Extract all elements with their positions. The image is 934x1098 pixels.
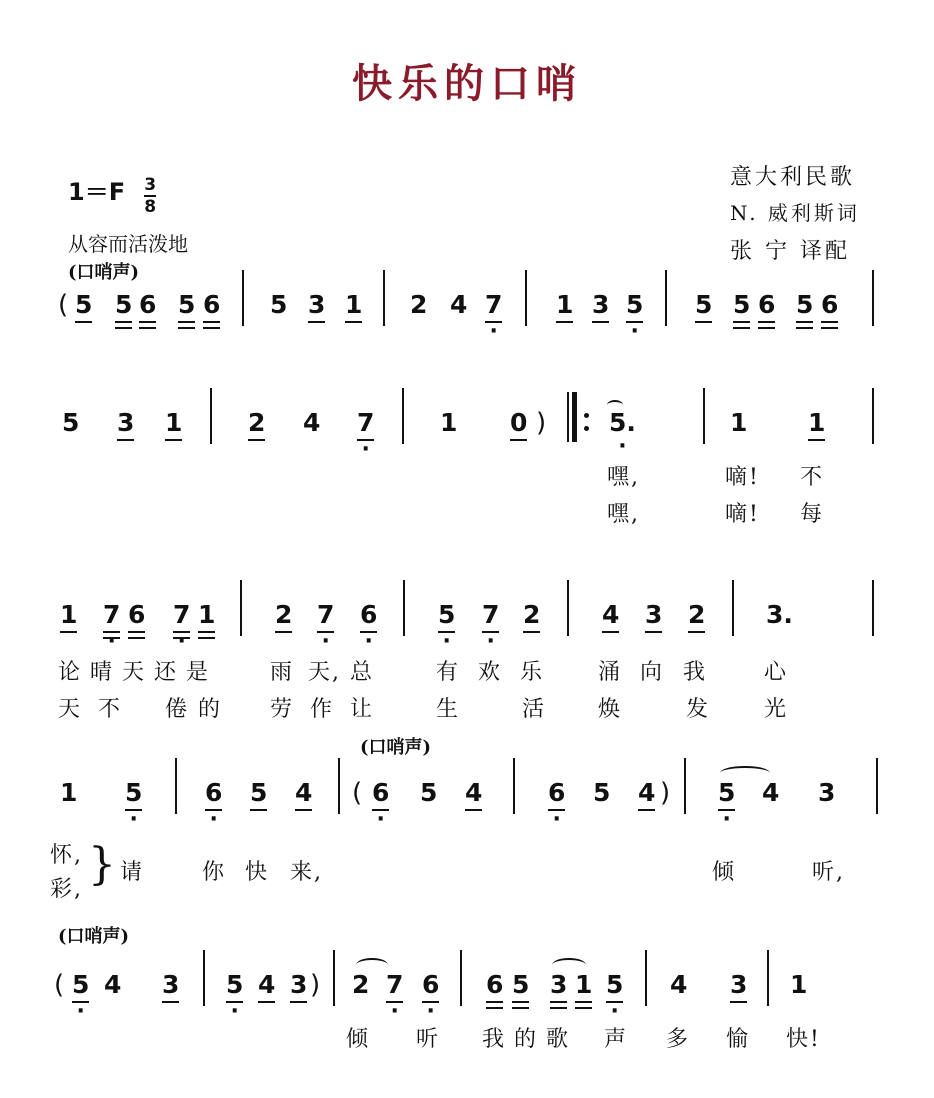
note: · 7 (103, 600, 120, 630)
key-signature (68, 172, 156, 216)
lyric: 心 (764, 660, 789, 685)
lyric: 向 (640, 660, 665, 685)
note: 3 (117, 408, 135, 437)
note: 1 (808, 408, 826, 437)
note: · 7 (317, 600, 334, 630)
lyric: 嘀! (725, 502, 760, 527)
lyric: 我 (482, 1027, 507, 1052)
lyric: 愉 (726, 1027, 751, 1052)
note: 1 (60, 778, 78, 807)
note: 4 (295, 778, 313, 807)
note: 1 (556, 290, 574, 319)
note: 4 (670, 970, 688, 999)
note: · 7 (482, 600, 499, 630)
note: 1 (730, 408, 748, 437)
lyric: 嘿, (607, 502, 640, 527)
note: 2 (275, 600, 293, 629)
lyric: 多 (666, 1027, 691, 1052)
lyric: 还 (154, 660, 179, 685)
lyric: 快 (245, 860, 270, 885)
note: 5 (75, 290, 93, 319)
close-paren: ) (536, 408, 547, 438)
note: · 5 (606, 970, 623, 1000)
staff-row-3 (0, 600, 934, 640)
note: 2 (248, 408, 266, 437)
lyric: 歌 (546, 1027, 571, 1052)
lyric: 倦 (165, 697, 190, 722)
staff-row-1 (0, 290, 934, 330)
credit-lyricist: N. 威利斯词 (730, 201, 860, 225)
lyric: 的 (198, 697, 223, 722)
lyric: 怀, (50, 843, 83, 868)
lyric-line (346, 1022, 866, 1052)
whistle-label-3: (口哨声) (58, 926, 130, 947)
whistle-label-1: (口哨声) (68, 262, 140, 283)
note: 3 (645, 600, 663, 629)
note: 3 (730, 970, 748, 999)
note: 3 (162, 970, 180, 999)
note: 5 (250, 778, 268, 807)
note: · 5 (438, 600, 455, 630)
open-paren: ( (58, 290, 69, 320)
lyric: 的 (514, 1027, 539, 1052)
note: 5 (115, 290, 133, 319)
note: 1 (60, 600, 78, 629)
lyric: 嘀! (725, 465, 760, 490)
note: 5 (420, 778, 438, 807)
note: 5 (512, 970, 530, 999)
lyric: 生 (436, 697, 461, 722)
note: 1 (198, 600, 216, 629)
lyric: 嘿, (607, 465, 640, 490)
open-paren: ( (54, 970, 65, 1000)
lyric: 听 (416, 1027, 441, 1052)
time-signature (144, 176, 156, 216)
note: 5 (733, 290, 751, 319)
close-paren: ) (660, 778, 671, 808)
note: 5 (796, 290, 814, 319)
lyric: 雨 (270, 660, 295, 685)
note: · 6 (422, 970, 439, 1000)
note: 1 (575, 970, 593, 999)
note: 4 (465, 778, 483, 807)
credit-source: 意大利民歌 (730, 165, 856, 190)
lyric: 活 (522, 697, 547, 722)
lyric: 有 (436, 660, 461, 685)
note: 6 (128, 600, 146, 629)
note: 6 (203, 290, 221, 319)
note: 2 (352, 970, 370, 999)
staff-row-2 (0, 408, 934, 448)
note: 4 (104, 970, 122, 999)
lyric-line (58, 655, 858, 685)
note: · 5 (226, 970, 243, 1000)
lyric: 焕 (598, 697, 623, 722)
note: 3 (308, 290, 326, 319)
lyric: 乐 (520, 660, 545, 685)
note: 4 (450, 290, 468, 319)
lyric: 声 (604, 1027, 629, 1052)
note: · 7 (386, 970, 403, 1000)
note: 4 (762, 778, 780, 807)
note: 3 (818, 778, 836, 807)
lyric: 你 (202, 860, 227, 885)
note: · 7 (485, 290, 502, 320)
note: · 6 (548, 778, 565, 808)
time-bottom: 8 (144, 196, 157, 217)
lyric: 请 (120, 860, 145, 885)
note: 2 (523, 600, 541, 629)
lyric: 倾 (712, 860, 737, 885)
open-paren: ( (352, 778, 363, 808)
lyric: 听, (812, 860, 845, 885)
note: 6 (758, 290, 776, 319)
note: 3 (290, 970, 308, 999)
key-label: 1＝F (68, 178, 126, 206)
note: 3 (550, 970, 568, 999)
note: 1 (345, 290, 363, 319)
lyric: 快! (786, 1027, 821, 1052)
lyric: 彩, (50, 877, 83, 902)
note: 2 (410, 290, 428, 319)
lyric: 每 (800, 502, 825, 527)
staff-row-4 (0, 778, 934, 818)
note: 3 (592, 290, 610, 319)
lyric: 总 (350, 660, 375, 685)
note: 0 (510, 408, 528, 437)
lyric: 论 (58, 660, 83, 685)
note: 5 (178, 290, 196, 319)
lyric: 光 (764, 697, 789, 722)
note: 4 (638, 778, 656, 807)
lyric: 天 (58, 697, 83, 722)
note: 3. (766, 600, 793, 629)
lyric: 让 (350, 697, 375, 722)
close-paren: ) (310, 970, 321, 1000)
lyric: 倾 (346, 1027, 371, 1052)
note: · 7 (173, 600, 190, 630)
note: · 5 (626, 290, 643, 320)
staff-row-5 (0, 970, 934, 1010)
note: 2 (688, 600, 706, 629)
note: 4 (258, 970, 276, 999)
note: · 5 (72, 970, 89, 1000)
lyric: 不 (800, 465, 825, 490)
brace-icon: } (88, 839, 116, 890)
time-top: 3 (144, 174, 157, 195)
note: 1 (165, 408, 183, 437)
song-title: 快乐的口哨 (352, 60, 582, 107)
note: · 6 (372, 778, 389, 808)
note: 5 (270, 290, 288, 319)
note: 5 (593, 778, 611, 807)
note: · 5 (125, 778, 142, 808)
note: · 6 (360, 600, 377, 630)
lyric: 劳 (270, 697, 295, 722)
lyric: 天, (308, 660, 341, 685)
lyric: 作 (310, 697, 335, 722)
credit-translator: 张 宁 译配 (730, 239, 850, 264)
lyric: 欢 (478, 660, 503, 685)
lyric: 来, (290, 860, 323, 885)
note: · 7 (357, 408, 374, 438)
note: 1 (440, 408, 458, 437)
note: 1 (790, 970, 808, 999)
note: 4 (602, 600, 620, 629)
note: 6 (821, 290, 839, 319)
lyric: 不 (98, 697, 123, 722)
lyric: 是 (186, 660, 211, 685)
whistle-label-2: (口哨声) (360, 737, 432, 758)
note: · 5. (609, 408, 636, 438)
lyric: 我 (683, 660, 708, 685)
lyric: 涌 (598, 660, 623, 685)
note: 5 (62, 408, 80, 437)
note: 6 (486, 970, 504, 999)
lyric: 天 (122, 660, 147, 685)
lyric: 发 (686, 697, 711, 722)
note: 5 (695, 290, 713, 319)
lyric-line (58, 692, 858, 722)
note: 4 (303, 408, 321, 437)
tempo-marking: 从容而活泼地 (68, 232, 188, 256)
lyric: 晴 (90, 660, 115, 685)
note: · 6 (205, 778, 222, 808)
note: 6 (139, 290, 157, 319)
note: · 5 (718, 778, 735, 808)
